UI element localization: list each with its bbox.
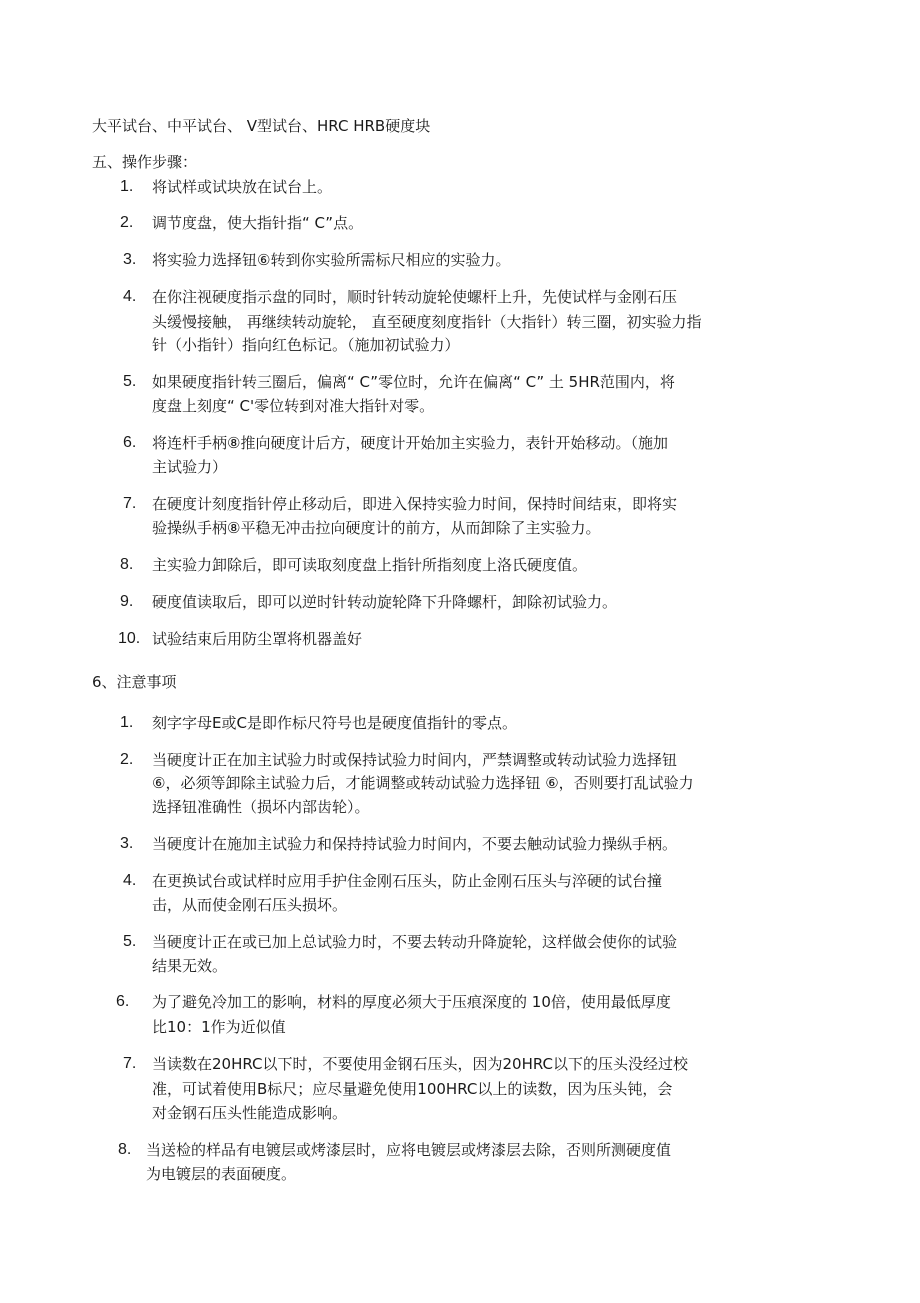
section6-item-4-line-2: 击，从而使金刚石压头损坏。 (152, 896, 348, 914)
section5-item-6-line-1: 将连杆手柄⑧推向硬度计后方，硬度计开始加主实验力，表针开始移动。（施加 (152, 434, 668, 452)
section6-item-2-line-1: 当硬度计正在加主试验力时或保持试验力时间内，严禁调整或转动试验力选择钮 (152, 751, 678, 769)
section5-item-7-line-1: 在硬度计刻度指针停止移动后，即进入保持实验力时间，保持时间结束，即将实 (152, 495, 678, 513)
section6-item-7-line-1: 当读数在20HRC以下时，不要使用金钢石压头，因为20HRC以下的压头没经过校 (152, 1055, 689, 1073)
section5-item-5-num: 5. (123, 373, 137, 390)
section5-item-3-num: 3. (123, 251, 137, 268)
section6-item-7-line-3: 对金钢石压头性能造成影响。 (152, 1104, 348, 1122)
section5-item-7-num: 7. (123, 495, 137, 512)
section5-item-2-line-1: 调节度盘，使大指针指“ C”点。 (152, 214, 364, 232)
section5-title: 五、操作步骤： (92, 153, 198, 171)
intro-line: 大平试台、中平试台、 V型试台、HRC HRB硬度块 (92, 117, 431, 135)
section5-item-5-line-1: 如果硬度指针转三圈后，偏离“ C”零位时，允许在偏离“ C” 土 5HR范围内，将 (152, 373, 675, 391)
section6-item-7-line-2: 准，可试着使用B标尺；应尽量避免使用100HRC以上的读数，因为压头钝，会 (152, 1080, 673, 1098)
section6-item-4-line-1: 在更换试台或试样时应用手护住金刚石压头，防止金刚石压头与淬硬的试台撞 (152, 872, 663, 890)
section6-item-5-num: 5. (123, 933, 137, 950)
section5-item-3-line-1: 将实验力选择钮⑥转到你实验所需标尺相应的实验力。 (152, 251, 511, 269)
section6-item-7-num: 7. (123, 1055, 137, 1072)
section6-item-6-num: 6. (116, 993, 130, 1010)
section6-item-6-line-1: 为了避免冷加工的影响，材料的厚度必须大于压痕深度的 10倍，使用最低厚度 (152, 993, 671, 1011)
section5-item-9-num: 9. (120, 593, 134, 610)
section5-item-4-line-3: 针（小指针）指向红色标记。（施加初试验力） (152, 336, 460, 354)
section5-item-10-num: 10. (118, 630, 141, 647)
section6-item-5-line-2: 结果无效。 (152, 957, 228, 975)
section5-item-2-num: 2. (120, 214, 134, 231)
section5-item-7-line-2: 验操纵手柄⑧平稳无冲击拉向硬度计的前方，从而卸除了主实验力。 (152, 519, 601, 537)
section6-item-8-line-2: 为电镀层的表面硬度。 (146, 1165, 297, 1183)
section6-item-3-line-1: 当硬度计在施加主试验力和保持持试验力时间内，不要去触动试验力操纵手柄。 (152, 835, 678, 853)
section5-item-4-line-2: 头缓慢接触， 再继续转动旋轮， 直至硬度刻度指针（大指针）转三圈，初实验力指 (152, 313, 702, 331)
section5-item-4-num: 4. (123, 288, 137, 305)
section5-item-1-num: 1. (120, 178, 134, 195)
section5-item-6-num: 6. (123, 434, 137, 451)
section6-item-8-line-1: 当送检的样品有电镀层或烤漆层时，应将电镀层或烤漆层去除，否则所测硬度值 (146, 1141, 672, 1159)
section6-item-5-line-1: 当硬度计正在或已加上总试验力时，不要去转动升降旋轮，这样做会使你的试验 (152, 933, 678, 951)
section6-item-6-line-2: 比10：1作为近似值 (152, 1018, 286, 1036)
section6-item-8-num: 8. (118, 1141, 132, 1158)
section6-item-2-num: 2. (120, 751, 134, 768)
section5-item-9-line-1: 硬度值读取后，即可以逆时针转动旋轮降下升降螺杆，卸除初试验力。 (152, 593, 618, 611)
section6-item-3-num: 3. (120, 835, 134, 852)
section5-item-8-num: 8. (120, 556, 134, 573)
section5-item-6-line-2: 主试验力） (152, 458, 228, 476)
section6-item-2-line-2: ⑥，必须等卸除主试验力后，才能调整或转动试验力选择钮 ⑥，否则要打乱试验力 (152, 774, 694, 792)
section6-item-2-line-3: 选择钮准确性（损坏内部齿轮）。 (152, 798, 370, 816)
section5-item-5-line-2: 度盘上刻度“ C'零位转到对准大指针对零。 (152, 397, 435, 415)
section6-title: 6、注意事项 (92, 673, 177, 691)
section6-item-4-num: 4. (123, 872, 137, 889)
section5-item-4-line-1: 在你注视硬度指示盘的同时，顺时针转动旋轮使螺杆上升，先使试样与金刚石压 (152, 288, 678, 306)
section6-item-1-num: 1. (120, 714, 134, 731)
section6-item-1-line-1: 刻字字母E或C是即作标尺符号也是硬度值指针的零点。 (152, 714, 517, 732)
section5-item-1-line-1: 将试样或试块放在试台上。 (152, 178, 333, 196)
section5-item-8-line-1: 主实验力卸除后，即可读取刻度盘上指针所指刻度上洛氏硬度值。 (152, 556, 588, 574)
section5-item-10-line-1: 试验结束后用防尘罩将机器盖好 (152, 630, 363, 648)
